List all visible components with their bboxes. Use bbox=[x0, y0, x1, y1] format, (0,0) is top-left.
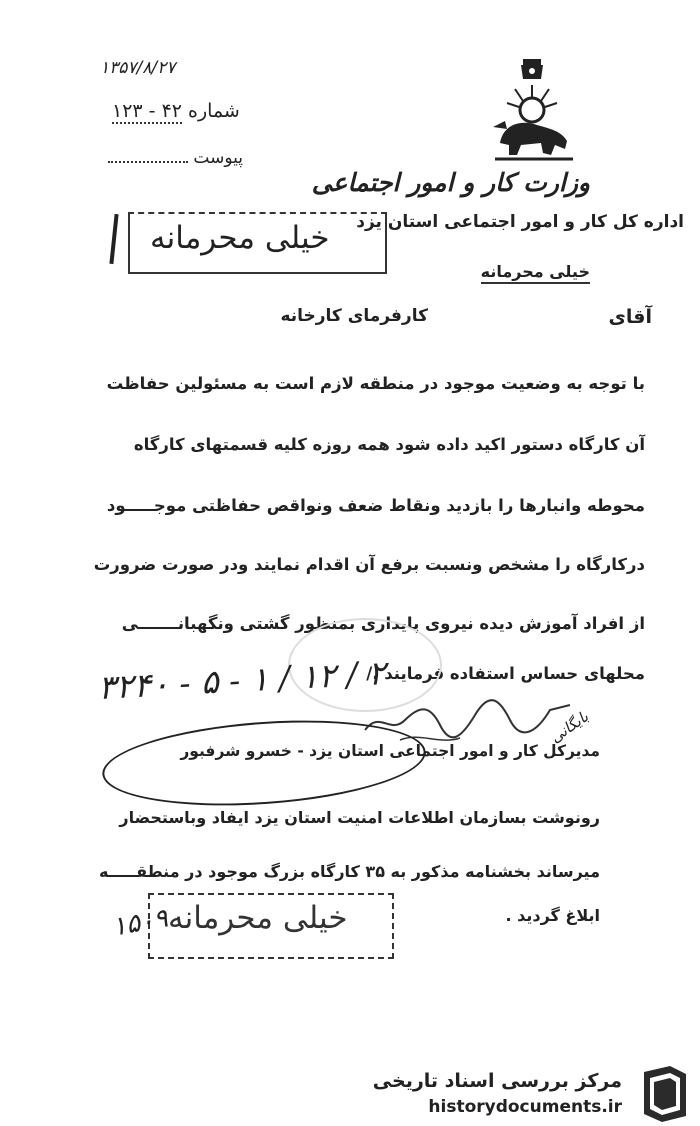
body-line: محلهای حساس استفاده فرمایند ./ bbox=[366, 664, 645, 683]
classification-label: خیلی محرمانه bbox=[481, 262, 590, 284]
cc-line: مدیرکل کار و امور اجتماعی استان یزد - خسرو شرفبور bbox=[180, 742, 600, 760]
book-logo-icon bbox=[640, 1064, 690, 1122]
classification-stamp-text: خیلی محرمانه bbox=[150, 220, 330, 256]
attachment-dots bbox=[108, 161, 188, 163]
reference-number: ۳۲۴۰ - ۵ - ۱ / ۱۲ / ۲ bbox=[96, 652, 387, 707]
letter-number bbox=[112, 100, 240, 124]
archive-url[interactable]: historydocuments.ir bbox=[428, 1097, 622, 1117]
archive-title: مرکز بررسی اسناد تاریخی bbox=[372, 1070, 622, 1092]
handwritten-number: ۱۵۰۹ bbox=[109, 903, 171, 943]
department-name: اداره کل کار و امور اجتماعی استان یزد bbox=[356, 212, 684, 232]
cc-line: رونوشت بسازمان اطلاعات امنیت استان یزد ایفاد وباستحضار bbox=[119, 808, 600, 827]
body-line: محوطه وانبارها را بازدید ونقاط ضعف ونواقص حفاظتی موجـــــود bbox=[106, 496, 645, 515]
ministry-name: وزارت کار و امور اجتماعی bbox=[311, 168, 590, 197]
body-line: با توجه به وضعیت موجود در منطقه لازم است به مسئولین حفاظت bbox=[106, 374, 645, 393]
letter-date: ۱۳۵۷/۸/۲۷ bbox=[100, 58, 176, 78]
number-value: ۴۲ - ۱۲۳ bbox=[112, 100, 182, 122]
salutation: آقای bbox=[608, 306, 652, 328]
body-line: از افراد آموزش دیده نیروی پایداری بمنظور گشتی ونگهبانـــــــی bbox=[121, 614, 645, 633]
handwritten-note: بایگانی bbox=[546, 707, 592, 747]
lion-and-sun-emblem-icon bbox=[485, 55, 580, 170]
cc-line: ابلاغ گردید . bbox=[505, 906, 600, 925]
bottom-stamp-text: خیلی محرمانه bbox=[168, 900, 348, 936]
cc-line: میرساند بخشنامه مذکور به ۳۵ کارگاه بزرگ موجود در منطقـــــه bbox=[99, 862, 600, 881]
body-line: درکارگاه را مشخص ونسبت برفع آن اقدام نمایند ودر صورت ضرورت bbox=[93, 555, 645, 574]
body-line: آن کارگاه دستور اکید داده شود همه روزه کلیه قسمتهای کارگاه bbox=[133, 435, 645, 454]
recipient: کارفرمای کارخانه bbox=[280, 306, 428, 326]
attachment-line bbox=[108, 148, 243, 168]
number-label: شماره bbox=[188, 100, 240, 122]
stamp-mark bbox=[109, 214, 118, 264]
attachment-label: پیوست bbox=[193, 148, 243, 168]
cc-oval-marking bbox=[100, 711, 429, 815]
